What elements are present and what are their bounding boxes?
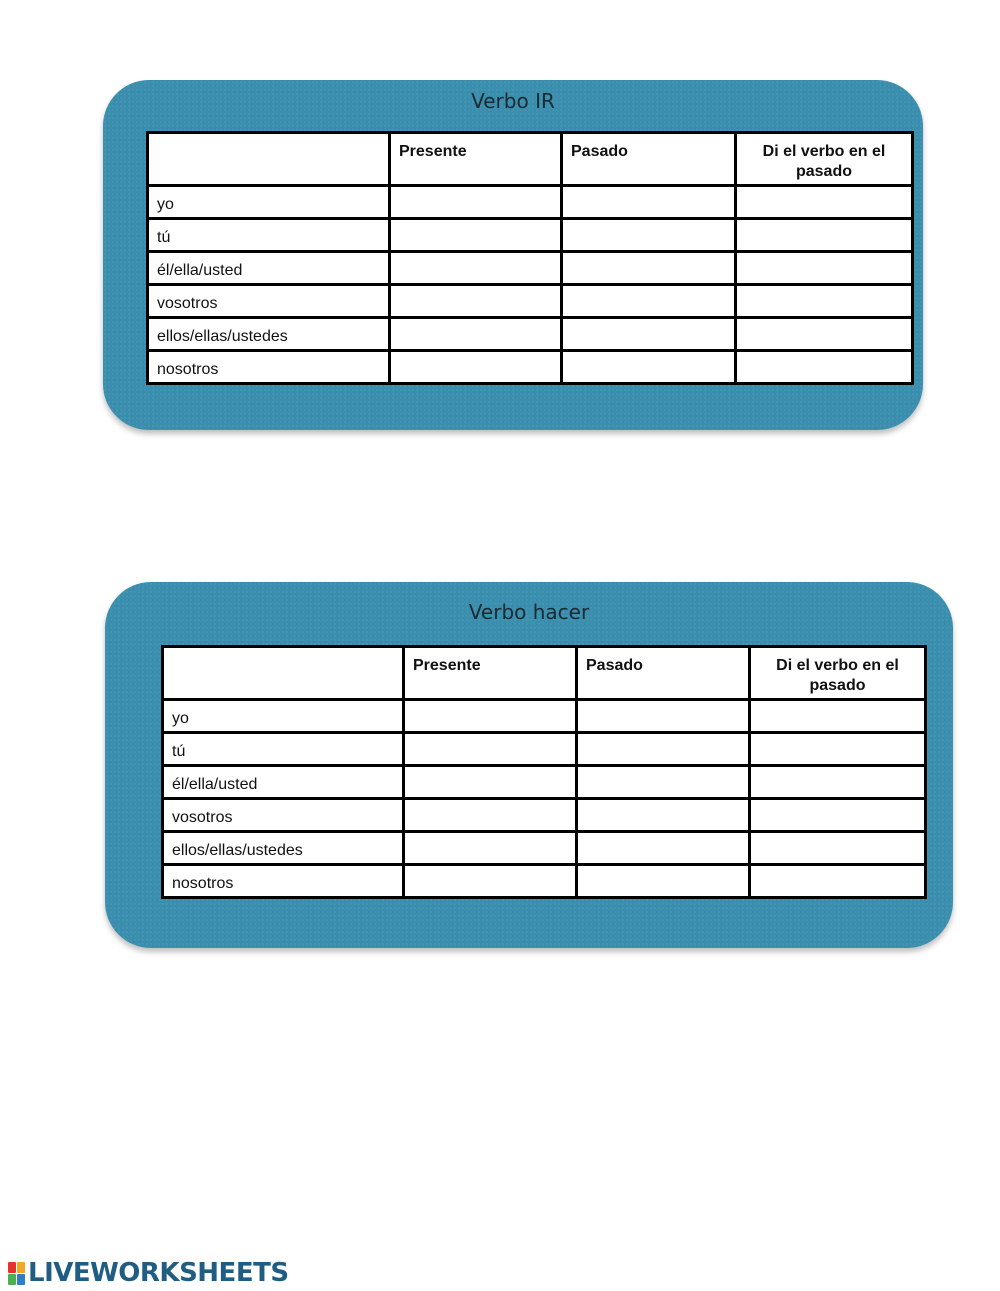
table-row — [163, 700, 926, 733]
answer-cell-pasado[interactable] — [562, 351, 736, 384]
answer-cell-pasado[interactable] — [577, 700, 750, 733]
answer-cell-pasado[interactable] — [577, 733, 750, 766]
header-cell-presente: Presente — [404, 647, 577, 700]
answer-cell-di-el-verbo[interactable] — [736, 318, 913, 351]
header-cell-empty — [148, 133, 390, 186]
answer-cell-di-el-verbo[interactable] — [736, 285, 913, 318]
answer-cell-presente[interactable] — [390, 252, 562, 285]
header-cell-empty — [163, 647, 404, 700]
pronoun-cell: yo — [148, 186, 390, 219]
answer-cell-pasado[interactable] — [577, 865, 750, 898]
pronoun-cell: él/ella/usted — [148, 252, 390, 285]
table-row — [163, 799, 926, 832]
logo-squares-icon — [8, 1262, 25, 1285]
answer-cell-presente[interactable] — [390, 351, 562, 384]
answer-cell-di-el-verbo[interactable] — [736, 351, 913, 384]
answer-cell-di-el-verbo[interactable] — [750, 766, 926, 799]
answer-cell-presente[interactable] — [404, 865, 577, 898]
logo-square-e — [17, 1274, 25, 1285]
answer-cell-presente[interactable] — [390, 186, 562, 219]
answer-cell-di-el-verbo[interactable] — [750, 700, 926, 733]
answer-cell-di-el-verbo[interactable] — [750, 733, 926, 766]
header-cell-di-el-verbo: Di el verbo en el pasado — [750, 647, 926, 700]
table-row — [148, 318, 913, 351]
answer-cell-di-el-verbo[interactable] — [736, 219, 913, 252]
pronoun-cell: yo — [163, 700, 404, 733]
logo-square-i — [17, 1262, 25, 1273]
table-header-row — [148, 133, 913, 186]
header-cell-pasado: Pasado — [562, 133, 736, 186]
table-row — [163, 865, 926, 898]
card-title: Verbo IR — [471, 89, 555, 113]
pronoun-cell: él/ella/usted — [163, 766, 404, 799]
answer-cell-pasado[interactable] — [577, 799, 750, 832]
answer-cell-pasado[interactable] — [562, 219, 736, 252]
pronoun-cell: tú — [148, 219, 390, 252]
answer-cell-di-el-verbo[interactable] — [750, 865, 926, 898]
answer-cell-pasado[interactable] — [577, 832, 750, 865]
answer-cell-presente[interactable] — [404, 700, 577, 733]
pronoun-cell: nosotros — [163, 865, 404, 898]
table-row — [163, 733, 926, 766]
logo-square-v — [8, 1274, 16, 1285]
verb-card-hacer — [105, 582, 953, 948]
table-row — [163, 766, 926, 799]
header-cell-pasado: Pasado — [577, 647, 750, 700]
answer-cell-presente[interactable] — [390, 318, 562, 351]
conjugation-table-hacer — [161, 645, 927, 899]
conjugation-table-ir — [146, 131, 914, 385]
logo-text: LIVEWORKSHEETS — [28, 1258, 289, 1288]
verb-card-ir — [103, 80, 923, 430]
table-row — [148, 285, 913, 318]
table-row — [148, 219, 913, 252]
answer-cell-di-el-verbo[interactable] — [750, 799, 926, 832]
answer-cell-pasado[interactable] — [577, 766, 750, 799]
answer-cell-pasado[interactable] — [562, 252, 736, 285]
pronoun-cell: nosotros — [148, 351, 390, 384]
answer-cell-pasado[interactable] — [562, 318, 736, 351]
answer-cell-presente[interactable] — [404, 766, 577, 799]
pronoun-cell: vosotros — [163, 799, 404, 832]
liveworksheets-logo[interactable] — [8, 1258, 289, 1288]
header-cell-presente: Presente — [390, 133, 562, 186]
pronoun-cell: ellos/ellas/ustedes — [163, 832, 404, 865]
table-row — [148, 351, 913, 384]
answer-cell-di-el-verbo[interactable] — [736, 186, 913, 219]
answer-cell-pasado[interactable] — [562, 285, 736, 318]
answer-cell-pasado[interactable] — [562, 186, 736, 219]
table-row — [148, 252, 913, 285]
table-header-row — [163, 647, 926, 700]
answer-cell-presente[interactable] — [390, 219, 562, 252]
pronoun-cell: vosotros — [148, 285, 390, 318]
answer-cell-presente[interactable] — [404, 733, 577, 766]
pronoun-cell: ellos/ellas/ustedes — [148, 318, 390, 351]
answer-cell-presente[interactable] — [404, 799, 577, 832]
table-row — [148, 186, 913, 219]
logo-square-l — [8, 1262, 16, 1273]
pronoun-cell: tú — [163, 733, 404, 766]
card-title: Verbo hacer — [468, 600, 590, 624]
answer-cell-di-el-verbo[interactable] — [750, 832, 926, 865]
header-cell-di-el-verbo: Di el verbo en el pasado — [736, 133, 913, 186]
answer-cell-di-el-verbo[interactable] — [736, 252, 913, 285]
answer-cell-presente[interactable] — [404, 832, 577, 865]
table-row — [163, 832, 926, 865]
answer-cell-presente[interactable] — [390, 285, 562, 318]
